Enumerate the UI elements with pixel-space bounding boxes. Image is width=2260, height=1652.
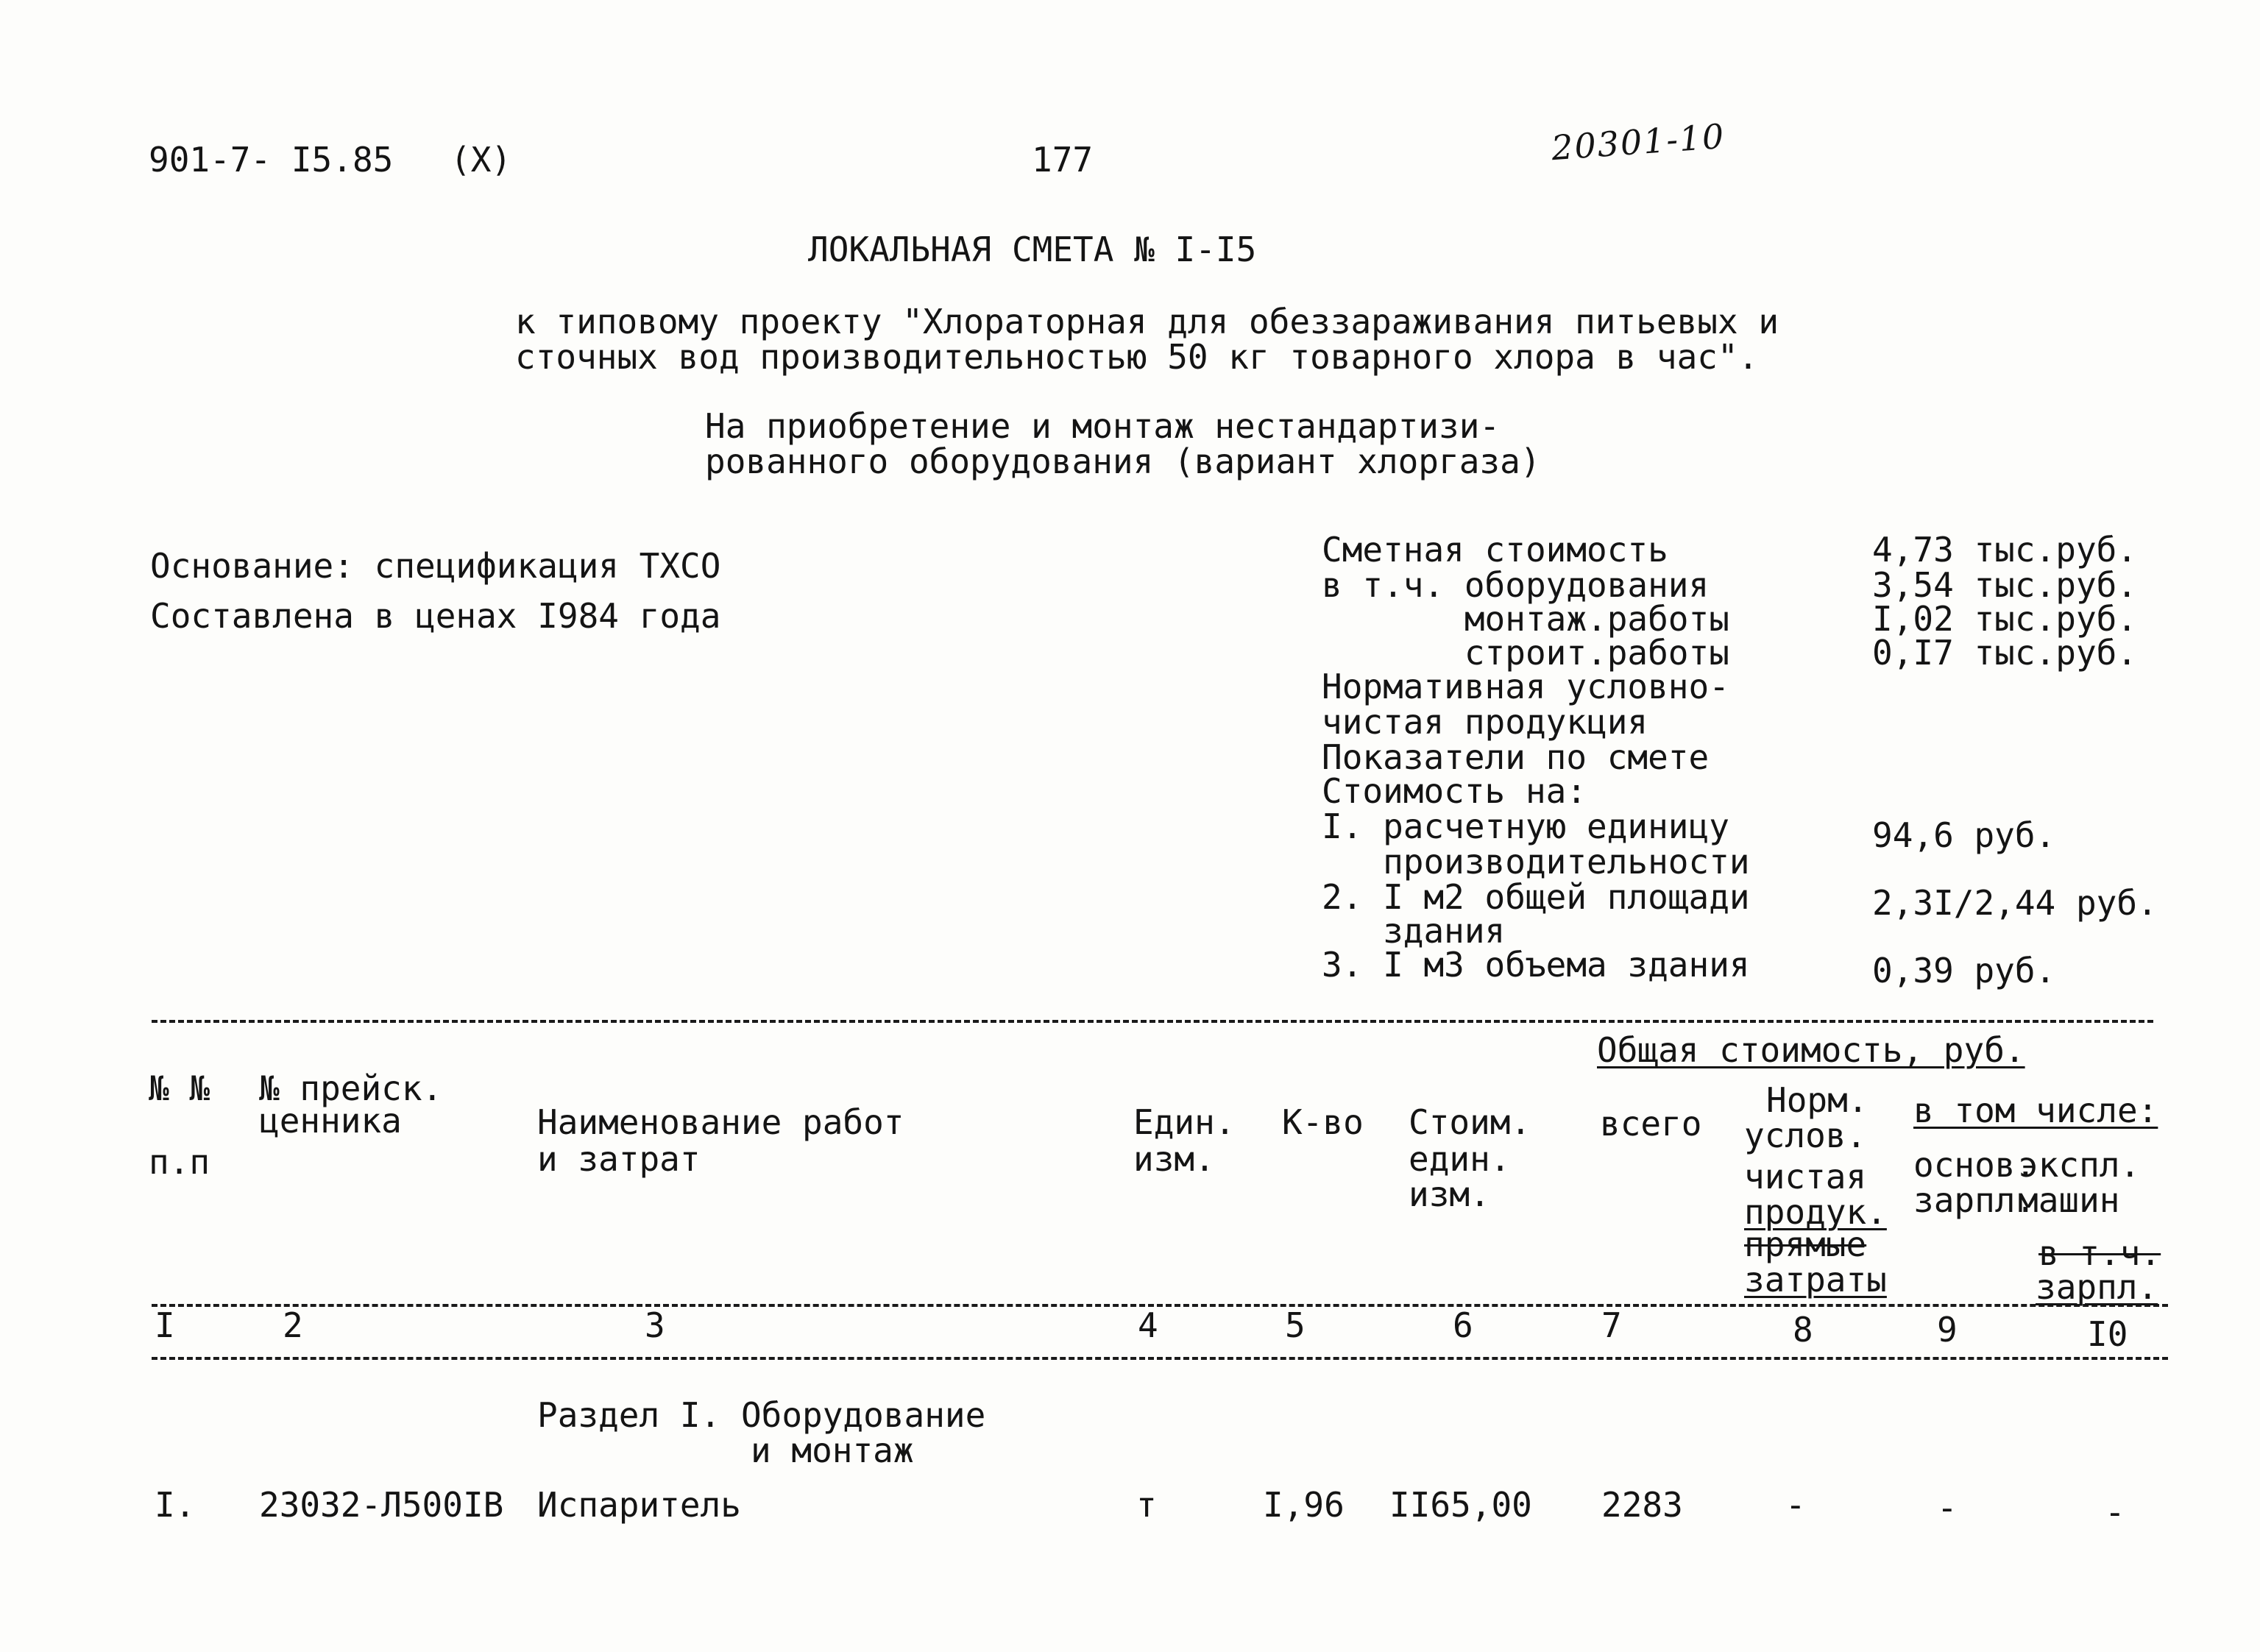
summary-label: строит.работы bbox=[1322, 633, 1729, 673]
header-machine-ops: экспл. bbox=[2018, 1145, 2141, 1185]
summary-label: Сметная стоимость bbox=[1322, 530, 1668, 570]
column-number: 8 bbox=[1793, 1310, 1813, 1350]
header-bottom-rule bbox=[152, 1304, 2168, 1307]
header-total: всего bbox=[1600, 1104, 1702, 1144]
row-base-wage: - bbox=[1937, 1488, 1958, 1528]
summary-value: 3,54 тыс.руб. bbox=[1872, 565, 2138, 605]
header-work-name: Наименование работ bbox=[537, 1102, 904, 1142]
row-quantity: I,96 bbox=[1263, 1485, 1345, 1525]
row-unit-cost: II65,00 bbox=[1389, 1485, 1532, 1525]
page-number: 177 bbox=[1032, 140, 1094, 180]
row-number: I. bbox=[155, 1485, 196, 1525]
section-title-sub: и монтаж bbox=[751, 1431, 914, 1470]
row-price-reference: 23032-Л500IВ bbox=[259, 1485, 504, 1525]
column-number: I0 bbox=[2087, 1314, 2128, 1354]
summary-label: монтаж.работы bbox=[1322, 599, 1729, 639]
header-unit-cost: Стоим. bbox=[1409, 1102, 1531, 1142]
summary-value: 2,3I/2,44 руб. bbox=[1872, 883, 2158, 923]
purpose-line-2: рованного оборудования (вариант хлоргаза) bbox=[705, 442, 1541, 481]
row-machine-ops: - bbox=[2105, 1492, 2125, 1532]
handwritten-reference: 20301-10 bbox=[1550, 116, 1727, 169]
column-number: 5 bbox=[1285, 1305, 1306, 1345]
column-number: 2 bbox=[283, 1305, 303, 1345]
summary-label: I. расчетную единицу bbox=[1322, 806, 1729, 846]
purpose-line-1: На приобретение и монтаж нестандартизи- bbox=[705, 406, 1501, 446]
summary-value: 4,73 тыс.руб. bbox=[1872, 530, 2138, 570]
summary-value: 94,6 руб. bbox=[1872, 815, 2056, 855]
header-norm-product-sub3: продук. bbox=[1744, 1192, 1887, 1232]
column-number: 3 bbox=[645, 1305, 665, 1345]
column-number: 9 bbox=[1937, 1310, 1958, 1350]
column-number: 7 bbox=[1601, 1305, 1622, 1345]
header-price-ref-sub: ценника bbox=[259, 1101, 402, 1141]
summary-label: чистая продукция bbox=[1322, 702, 1648, 742]
table-top-rule bbox=[152, 1020, 2153, 1023]
estimate-title: ЛОКАЛЬНАЯ СМЕТА № I-I5 bbox=[808, 230, 1257, 269]
row-total: 2283 bbox=[1601, 1485, 1683, 1525]
column-number: 4 bbox=[1138, 1305, 1158, 1345]
column-number: 6 bbox=[1453, 1305, 1473, 1345]
header-unit-sub: изм. bbox=[1133, 1139, 1215, 1179]
prices-year-line: Составлена в ценах I984 года bbox=[150, 596, 721, 636]
document-code: 901-7- I5.85 bbox=[149, 140, 394, 180]
row-norm-product: - bbox=[1785, 1485, 1806, 1525]
header-work-name-sub: и затрат bbox=[537, 1139, 701, 1179]
header-direct-costs-sub: затраты bbox=[1744, 1260, 1887, 1300]
header-price-ref: № прейск. bbox=[259, 1068, 443, 1108]
summary-label: 3. I м3 объема здания bbox=[1322, 945, 1750, 985]
column-number: I bbox=[155, 1305, 175, 1345]
summary-value: I,02 тыс.руб. bbox=[1872, 599, 2138, 639]
header-base-wage: основ. bbox=[1913, 1145, 2036, 1185]
summary-label: в т.ч. оборудования bbox=[1322, 565, 1710, 605]
basis-line: Основание: спецификация ТХСО bbox=[150, 546, 721, 586]
summary-label: производительности bbox=[1322, 842, 1750, 882]
summary-value: 0,I7 тыс.руб. bbox=[1872, 633, 2138, 673]
summary-label: Стоимость на: bbox=[1322, 771, 1587, 811]
section-title: Раздел I. Оборудование bbox=[537, 1395, 986, 1435]
header-unit-cost-sub: един. bbox=[1409, 1139, 1511, 1179]
row-unit: т bbox=[1136, 1485, 1157, 1525]
summary-label: здания bbox=[1322, 911, 1506, 951]
header-unit-cost-sub2: изм. bbox=[1409, 1174, 1490, 1214]
header-machine-wage: в т.ч. bbox=[2038, 1233, 2161, 1273]
header-quantity: К-во bbox=[1282, 1102, 1364, 1142]
summary-value: 0,39 руб. bbox=[1872, 951, 2056, 990]
row-work-name: Испаритель bbox=[537, 1485, 741, 1525]
summary-label: 2. I м2 общей площади bbox=[1322, 877, 1750, 917]
header-row-number: № № bbox=[149, 1068, 210, 1108]
header-norm-product: Норм. bbox=[1766, 1080, 1868, 1120]
project-line-1: к типовому проекту "Хлораторная для обеззараживания питьевых и bbox=[515, 302, 1779, 341]
header-norm-product-sub2: чистая bbox=[1744, 1157, 1867, 1197]
header-base-wage-sub: зарпл. bbox=[1913, 1180, 2036, 1220]
header-machine-wage-sub: зарпл. bbox=[2036, 1267, 2158, 1307]
header-norm-product-sub: услов. bbox=[1744, 1116, 1867, 1155]
header-direct-costs: прямые bbox=[1744, 1224, 1867, 1264]
project-line-2: сточных вод производительностью 50 кг товарного хлора в час". bbox=[515, 337, 1759, 377]
header-unit: Един. bbox=[1133, 1102, 1236, 1142]
header-row-number-sub: п.п bbox=[149, 1142, 210, 1182]
summary-label: Нормативная условно- bbox=[1322, 667, 1729, 706]
summary-label: Показатели по смете bbox=[1322, 737, 1710, 777]
header-total-cost-group: Общая стоимость, руб. bbox=[1597, 1030, 2025, 1070]
header-machine-ops-sub: машин bbox=[2018, 1180, 2120, 1220]
edition-mark: (X) bbox=[450, 140, 512, 180]
header-including: в том числе: bbox=[1913, 1091, 2158, 1130]
column-number-rule bbox=[152, 1357, 2168, 1360]
